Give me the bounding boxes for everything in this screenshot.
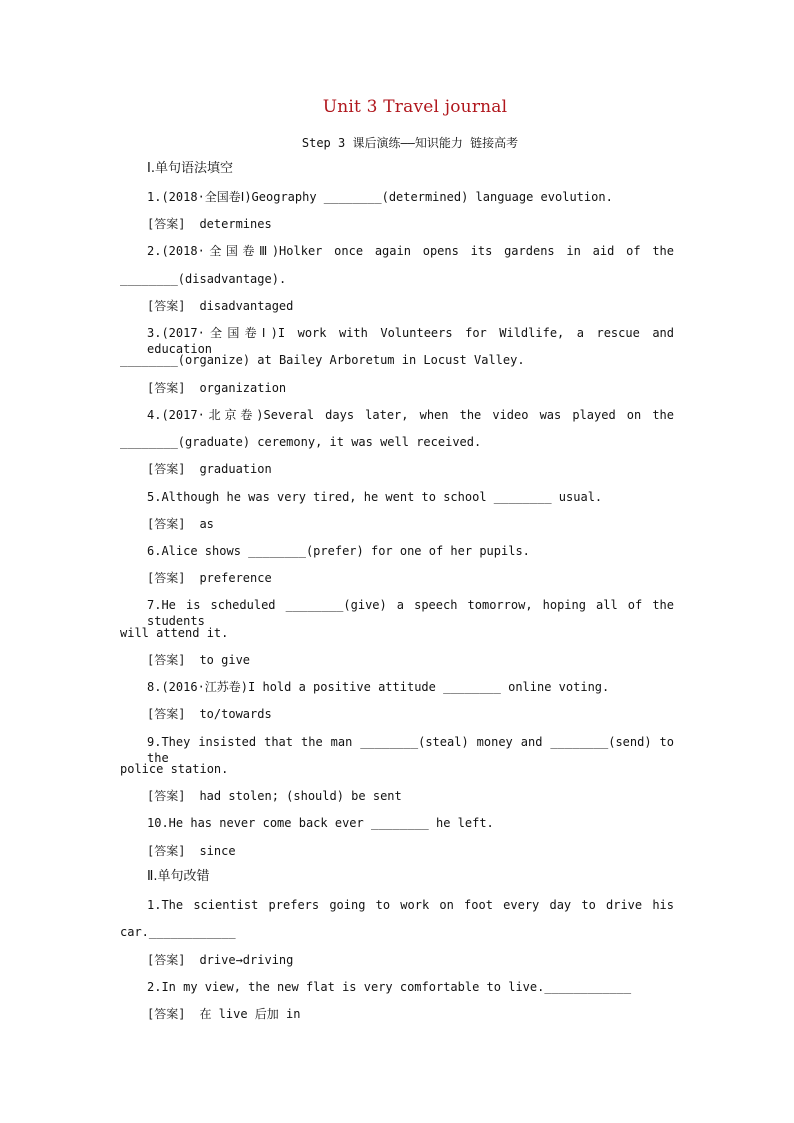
question-text-cont: ________(graduate) ceremony, it was well received. — [120, 435, 482, 449]
answer-text: as — [199, 517, 214, 531]
answer-line — [147, 1006, 300, 1022]
answer-line — [147, 843, 236, 859]
answer-text: preference — [199, 571, 272, 585]
question-text-cont: car.____________ — [120, 925, 236, 939]
answer-text: drive→driving — [199, 953, 294, 967]
question-text: 8.(2016·江苏卷)I hold a positive attitude ________ online voting. — [147, 680, 610, 694]
answer-tag: [答案] — [147, 707, 186, 721]
answer-text: disadvantaged — [199, 299, 294, 313]
answer-line — [147, 516, 214, 532]
question-text: 1.(2018·全国卷Ⅰ)Geography ________(determined) language evolution. — [147, 190, 613, 204]
answer-text: to/towards — [199, 707, 272, 721]
answer-text: since — [199, 844, 236, 858]
question-text-cont: will attend it. — [120, 626, 229, 640]
answer-tag: [答案] — [147, 571, 186, 585]
answer-line — [147, 570, 272, 586]
answer-tag: [答案] — [147, 1007, 186, 1021]
question-text: 4.(2017·北京卷)Several days later, when the video was played on the — [147, 408, 674, 422]
answer-tag: [答案] — [147, 953, 186, 967]
answer-line — [147, 952, 293, 968]
page-title: Unit 3 Travel journal — [322, 97, 508, 117]
answer-text: 在 live 后加 in — [199, 1007, 301, 1021]
answer-text: had stolen; (should) be sent — [199, 789, 402, 803]
answer-tag: [答案] — [147, 517, 186, 531]
question-text-cont: police station. — [120, 762, 229, 776]
page-subtitle: Step 3 课后演练——知识能力 链接高考 — [301, 136, 519, 150]
answer-tag: [答案] — [147, 381, 186, 395]
answer-tag: [答案] — [147, 217, 186, 231]
answer-tag: [答案] — [147, 653, 186, 667]
answer-text: determines — [199, 217, 272, 231]
question-text: 3.(2017·全国卷Ⅰ)I work with Volunteers for Wildlife, a rescue and education — [147, 326, 674, 356]
section-heading-grammar-fill: Ⅰ.单句语法填空 — [147, 161, 233, 176]
question-text: 9.They insisted that the man ________(steal) money and ________(send) to the — [147, 735, 674, 765]
answer-line — [147, 788, 402, 804]
answer-tag: [答案] — [147, 299, 186, 313]
question-text: 1.The scientist prefers going to work on foot every day to drive his — [147, 898, 674, 912]
answer-line — [147, 706, 272, 722]
answer-text: graduation — [199, 462, 272, 476]
question-text: 6.Alice shows ________(prefer) for one of her pupils. — [147, 544, 530, 558]
question-text: 2.In my view, the new flat is very comfortable to live.____________ — [147, 980, 632, 994]
section-heading-error-correction: Ⅱ.单句改错 — [147, 869, 210, 884]
answer-text: to give — [199, 653, 251, 667]
answer-line — [147, 216, 272, 232]
question-text-cont: ________(organize) at Bailey Arboretum in Locust Valley. — [120, 353, 525, 367]
answer-line — [147, 652, 250, 668]
question-text: 10.He has never come back ever ________ he left. — [147, 816, 494, 830]
question-text: 7.He is scheduled ________(give) a speech tomorrow, hoping all of the students — [147, 598, 674, 628]
answer-text: organization — [199, 381, 287, 395]
question-text-cont: ________(disadvantage). — [120, 272, 287, 286]
answer-tag: [答案] — [147, 844, 186, 858]
answer-line — [147, 461, 272, 477]
answer-tag: [答案] — [147, 789, 186, 803]
answer-tag: [答案] — [147, 462, 186, 476]
question-text: 5.Although he was very tired, he went to school ________ usual. — [147, 490, 603, 504]
question-text: 2.(2018·全国卷Ⅲ)Holker once again opens its gardens in aid of the — [147, 244, 674, 258]
answer-line — [147, 298, 293, 314]
answer-line — [147, 380, 286, 396]
